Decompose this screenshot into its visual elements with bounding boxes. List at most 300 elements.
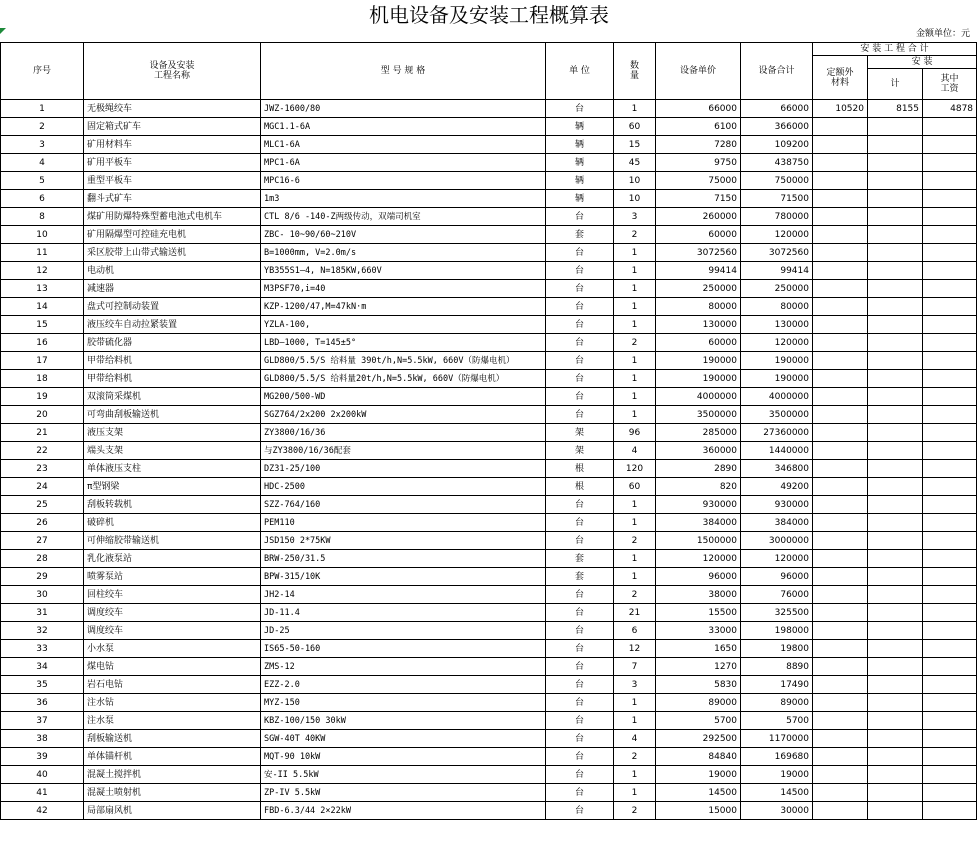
cell-qty[interactable]: 2 bbox=[614, 802, 656, 820]
cell-labor[interactable] bbox=[923, 226, 977, 244]
cell-unit-price[interactable]: 5700 bbox=[656, 712, 741, 730]
cell-spec[interactable]: BPW-315/10K bbox=[261, 568, 546, 586]
cell-name[interactable]: 电动机 bbox=[84, 262, 261, 280]
cell-name[interactable]: 胶带硫化器 bbox=[84, 334, 261, 352]
cell-index[interactable]: 32 bbox=[1, 622, 84, 640]
cell-index[interactable]: 35 bbox=[1, 676, 84, 694]
cell-spec[interactable]: MG200/500-WD bbox=[261, 388, 546, 406]
cell-index[interactable]: 17 bbox=[1, 352, 84, 370]
cell-name[interactable]: 减速器 bbox=[84, 280, 261, 298]
cell-total[interactable]: 198000 bbox=[741, 622, 813, 640]
cell-name[interactable]: 矿用材料车 bbox=[84, 136, 261, 154]
cell-extra-material[interactable] bbox=[813, 136, 868, 154]
cell-unit[interactable]: 台 bbox=[546, 316, 614, 334]
cell-unit[interactable]: 辆 bbox=[546, 190, 614, 208]
cell-name[interactable]: 回柱绞车 bbox=[84, 586, 261, 604]
cell-spec[interactable]: BRW-250/31.5 bbox=[261, 550, 546, 568]
cell-qty[interactable]: 2 bbox=[614, 586, 656, 604]
cell-subtotal[interactable] bbox=[868, 262, 923, 280]
cell-qty[interactable]: 1 bbox=[614, 280, 656, 298]
cell-index[interactable]: 34 bbox=[1, 658, 84, 676]
cell-total[interactable]: 96000 bbox=[741, 568, 813, 586]
cell-extra-material[interactable]: 10520 bbox=[813, 100, 868, 118]
cell-unit-price[interactable]: 250000 bbox=[656, 280, 741, 298]
cell-extra-material[interactable] bbox=[813, 370, 868, 388]
cell-spec[interactable]: MYZ-150 bbox=[261, 694, 546, 712]
cell-unit-price[interactable]: 360000 bbox=[656, 442, 741, 460]
cell-index[interactable]: 28 bbox=[1, 550, 84, 568]
cell-extra-material[interactable] bbox=[813, 712, 868, 730]
cell-unit-price[interactable]: 80000 bbox=[656, 298, 741, 316]
cell-name[interactable]: 无极绳绞车 bbox=[84, 100, 261, 118]
cell-extra-material[interactable] bbox=[813, 658, 868, 676]
cell-labor[interactable] bbox=[923, 694, 977, 712]
cell-total[interactable]: 438750 bbox=[741, 154, 813, 172]
cell-qty[interactable]: 1 bbox=[614, 298, 656, 316]
cell-unit[interactable]: 台 bbox=[546, 676, 614, 694]
cell-name[interactable]: 小水泵 bbox=[84, 640, 261, 658]
cell-labor[interactable] bbox=[923, 424, 977, 442]
cell-total[interactable]: 3500000 bbox=[741, 406, 813, 424]
cell-qty[interactable]: 1 bbox=[614, 568, 656, 586]
cell-qty[interactable]: 3 bbox=[614, 676, 656, 694]
cell-subtotal[interactable] bbox=[868, 568, 923, 586]
cell-index[interactable]: 30 bbox=[1, 586, 84, 604]
cell-qty[interactable]: 45 bbox=[614, 154, 656, 172]
cell-labor[interactable] bbox=[923, 748, 977, 766]
cell-spec[interactable]: ZBC- 10~90/60~210V bbox=[261, 226, 546, 244]
cell-labor[interactable] bbox=[923, 316, 977, 334]
cell-index[interactable]: 1 bbox=[1, 100, 84, 118]
cell-unit[interactable]: 台 bbox=[546, 100, 614, 118]
col-header-unit-price[interactable]: 设备单价 bbox=[656, 43, 741, 100]
cell-unit[interactable]: 台 bbox=[546, 802, 614, 820]
cell-extra-material[interactable] bbox=[813, 244, 868, 262]
cell-unit-price[interactable]: 1500000 bbox=[656, 532, 741, 550]
cell-subtotal[interactable] bbox=[868, 676, 923, 694]
cell-total[interactable]: 930000 bbox=[741, 496, 813, 514]
cell-subtotal[interactable] bbox=[868, 190, 923, 208]
cell-subtotal[interactable] bbox=[868, 550, 923, 568]
cell-unit[interactable]: 台 bbox=[546, 262, 614, 280]
cell-subtotal[interactable] bbox=[868, 298, 923, 316]
cell-spec[interactable]: KBZ-100/150 30kW bbox=[261, 712, 546, 730]
cell-spec[interactable]: MPC16-6 bbox=[261, 172, 546, 190]
cell-name[interactable]: 单体液压支柱 bbox=[84, 460, 261, 478]
cell-index[interactable]: 15 bbox=[1, 316, 84, 334]
cell-qty[interactable]: 2 bbox=[614, 334, 656, 352]
cell-qty[interactable]: 6 bbox=[614, 622, 656, 640]
cell-extra-material[interactable] bbox=[813, 748, 868, 766]
cell-qty[interactable]: 2 bbox=[614, 748, 656, 766]
cell-subtotal[interactable] bbox=[868, 442, 923, 460]
cell-labor[interactable] bbox=[923, 154, 977, 172]
cell-unit[interactable]: 台 bbox=[546, 532, 614, 550]
cell-name[interactable]: 单体锚杆机 bbox=[84, 748, 261, 766]
cell-total[interactable]: 8890 bbox=[741, 658, 813, 676]
cell-total[interactable]: 366000 bbox=[741, 118, 813, 136]
cell-name[interactable]: 甲带给料机 bbox=[84, 352, 261, 370]
cell-name[interactable]: 固定箱式矿车 bbox=[84, 118, 261, 136]
cell-extra-material[interactable] bbox=[813, 424, 868, 442]
cell-total[interactable]: 169680 bbox=[741, 748, 813, 766]
cell-spec[interactable]: FBD-6.3/44 2×22kW bbox=[261, 802, 546, 820]
cell-index[interactable]: 31 bbox=[1, 604, 84, 622]
cell-total[interactable]: 109200 bbox=[741, 136, 813, 154]
cell-name[interactable]: 乳化液泵站 bbox=[84, 550, 261, 568]
cell-name[interactable]: 调度绞车 bbox=[84, 604, 261, 622]
cell-index[interactable]: 11 bbox=[1, 244, 84, 262]
cell-extra-material[interactable] bbox=[813, 676, 868, 694]
cell-subtotal[interactable] bbox=[868, 496, 923, 514]
cell-name[interactable]: 重型平板车 bbox=[84, 172, 261, 190]
cell-subtotal[interactable] bbox=[868, 802, 923, 820]
cell-unit[interactable]: 套 bbox=[546, 550, 614, 568]
cell-index[interactable]: 2 bbox=[1, 118, 84, 136]
col-header-total[interactable]: 设备合计 bbox=[741, 43, 813, 100]
cell-unit[interactable]: 辆 bbox=[546, 136, 614, 154]
cell-total[interactable]: 49200 bbox=[741, 478, 813, 496]
cell-index[interactable]: 24 bbox=[1, 478, 84, 496]
cell-subtotal[interactable] bbox=[868, 424, 923, 442]
cell-total[interactable]: 346800 bbox=[741, 460, 813, 478]
cell-total[interactable]: 750000 bbox=[741, 172, 813, 190]
cell-unit[interactable]: 辆 bbox=[546, 118, 614, 136]
cell-extra-material[interactable] bbox=[813, 208, 868, 226]
cell-spec[interactable]: JWZ-1600/80 bbox=[261, 100, 546, 118]
cell-total[interactable]: 3000000 bbox=[741, 532, 813, 550]
cell-subtotal[interactable] bbox=[868, 244, 923, 262]
cell-qty[interactable]: 1 bbox=[614, 244, 656, 262]
cell-qty[interactable]: 1 bbox=[614, 496, 656, 514]
cell-subtotal[interactable] bbox=[868, 352, 923, 370]
cell-total[interactable]: 190000 bbox=[741, 352, 813, 370]
cell-spec[interactable]: JD-11.4 bbox=[261, 604, 546, 622]
cell-index[interactable]: 27 bbox=[1, 532, 84, 550]
cell-spec[interactable]: 1m3 bbox=[261, 190, 546, 208]
cell-unit[interactable]: 台 bbox=[546, 694, 614, 712]
cell-qty[interactable]: 21 bbox=[614, 604, 656, 622]
cell-subtotal[interactable] bbox=[868, 406, 923, 424]
cell-labor[interactable] bbox=[923, 442, 977, 460]
cell-labor[interactable] bbox=[923, 784, 977, 802]
cell-subtotal[interactable] bbox=[868, 370, 923, 388]
cell-name[interactable]: 矿用平板车 bbox=[84, 154, 261, 172]
cell-unit-price[interactable]: 75000 bbox=[656, 172, 741, 190]
cell-spec[interactable]: 安-II 5.5kW bbox=[261, 766, 546, 784]
cell-labor[interactable] bbox=[923, 550, 977, 568]
cell-unit[interactable]: 套 bbox=[546, 226, 614, 244]
cell-total[interactable]: 66000 bbox=[741, 100, 813, 118]
cell-total[interactable]: 190000 bbox=[741, 370, 813, 388]
cell-spec[interactable]: KZP-1200/47,M=47kN·m bbox=[261, 298, 546, 316]
cell-subtotal[interactable] bbox=[868, 118, 923, 136]
cell-name[interactable]: 可弯曲刮板输送机 bbox=[84, 406, 261, 424]
cell-qty[interactable]: 1 bbox=[614, 784, 656, 802]
cell-unit[interactable]: 台 bbox=[546, 496, 614, 514]
cell-spec[interactable]: LBD—1000, T=145±5° bbox=[261, 334, 546, 352]
cell-total[interactable]: 250000 bbox=[741, 280, 813, 298]
cell-total[interactable]: 120000 bbox=[741, 550, 813, 568]
cell-unit-price[interactable]: 260000 bbox=[656, 208, 741, 226]
cell-spec[interactable]: MGC1.1-6A bbox=[261, 118, 546, 136]
cell-unit[interactable]: 台 bbox=[546, 586, 614, 604]
cell-spec[interactable]: ZMS-12 bbox=[261, 658, 546, 676]
cell-unit[interactable]: 台 bbox=[546, 406, 614, 424]
cell-unit[interactable]: 台 bbox=[546, 712, 614, 730]
cell-labor[interactable] bbox=[923, 568, 977, 586]
cell-extra-material[interactable] bbox=[813, 442, 868, 460]
cell-spec[interactable]: JH2-14 bbox=[261, 586, 546, 604]
cell-labor[interactable] bbox=[923, 730, 977, 748]
cell-labor[interactable] bbox=[923, 370, 977, 388]
cell-name[interactable]: 破碎机 bbox=[84, 514, 261, 532]
cell-labor[interactable] bbox=[923, 478, 977, 496]
col-header-spec[interactable]: 型 号 规 格 bbox=[261, 43, 546, 100]
cell-spec[interactable]: IS65-50-160 bbox=[261, 640, 546, 658]
cell-labor[interactable] bbox=[923, 334, 977, 352]
cell-qty[interactable]: 4 bbox=[614, 730, 656, 748]
cell-unit-price[interactable]: 820 bbox=[656, 478, 741, 496]
cell-qty[interactable]: 2 bbox=[614, 226, 656, 244]
col-header-name[interactable] bbox=[84, 43, 261, 100]
cell-qty[interactable]: 1 bbox=[614, 406, 656, 424]
cell-name[interactable]: 双滚筒采煤机 bbox=[84, 388, 261, 406]
cell-labor[interactable] bbox=[923, 712, 977, 730]
cell-labor[interactable]: 4878 bbox=[923, 100, 977, 118]
cell-index[interactable]: 22 bbox=[1, 442, 84, 460]
cell-subtotal[interactable] bbox=[868, 604, 923, 622]
cell-spec[interactable]: YZLA-100, bbox=[261, 316, 546, 334]
cell-subtotal[interactable] bbox=[868, 478, 923, 496]
cell-name[interactable]: 采区胶带上山带式输送机 bbox=[84, 244, 261, 262]
cell-spec[interactable]: MQT-90 10kW bbox=[261, 748, 546, 766]
cell-unit-price[interactable]: 99414 bbox=[656, 262, 741, 280]
cell-extra-material[interactable] bbox=[813, 604, 868, 622]
cell-total[interactable]: 99414 bbox=[741, 262, 813, 280]
cell-labor[interactable] bbox=[923, 532, 977, 550]
cell-name[interactable]: 调度绞车 bbox=[84, 622, 261, 640]
cell-qty[interactable]: 1 bbox=[614, 316, 656, 334]
cell-index[interactable]: 37 bbox=[1, 712, 84, 730]
cell-unit[interactable]: 台 bbox=[546, 514, 614, 532]
cell-unit[interactable]: 台 bbox=[546, 640, 614, 658]
cell-unit[interactable]: 台 bbox=[546, 334, 614, 352]
cell-extra-material[interactable] bbox=[813, 262, 868, 280]
cell-labor[interactable] bbox=[923, 172, 977, 190]
cell-index[interactable]: 26 bbox=[1, 514, 84, 532]
cell-name[interactable]: 矿用隔爆型可控硅充电机 bbox=[84, 226, 261, 244]
col-header-qty[interactable] bbox=[614, 43, 656, 100]
cell-name[interactable]: 混凝土喷射机 bbox=[84, 784, 261, 802]
cell-name[interactable]: 煤电钻 bbox=[84, 658, 261, 676]
cell-unit[interactable]: 台 bbox=[546, 730, 614, 748]
cell-name[interactable]: 刮板转载机 bbox=[84, 496, 261, 514]
cell-index[interactable]: 29 bbox=[1, 568, 84, 586]
cell-qty[interactable]: 1 bbox=[614, 766, 656, 784]
cell-unit-price[interactable]: 4000000 bbox=[656, 388, 741, 406]
cell-subtotal[interactable] bbox=[868, 334, 923, 352]
cell-subtotal[interactable] bbox=[868, 136, 923, 154]
cell-extra-material[interactable] bbox=[813, 406, 868, 424]
cell-subtotal[interactable] bbox=[868, 748, 923, 766]
cell-spec[interactable]: DZ31-25/100 bbox=[261, 460, 546, 478]
cell-unit[interactable]: 根 bbox=[546, 478, 614, 496]
cell-index[interactable]: 12 bbox=[1, 262, 84, 280]
cell-unit-price[interactable]: 3500000 bbox=[656, 406, 741, 424]
cell-index[interactable]: 16 bbox=[1, 334, 84, 352]
col-header-unit[interactable]: 单 位 bbox=[546, 43, 614, 100]
cell-total[interactable]: 17490 bbox=[741, 676, 813, 694]
cell-spec[interactable]: SGW-40T 40KW bbox=[261, 730, 546, 748]
cell-extra-material[interactable] bbox=[813, 532, 868, 550]
cell-subtotal[interactable] bbox=[868, 658, 923, 676]
cell-index[interactable]: 13 bbox=[1, 280, 84, 298]
cell-labor[interactable] bbox=[923, 262, 977, 280]
cell-extra-material[interactable] bbox=[813, 352, 868, 370]
cell-index[interactable]: 21 bbox=[1, 424, 84, 442]
cell-subtotal[interactable] bbox=[868, 730, 923, 748]
cell-qty[interactable]: 1 bbox=[614, 514, 656, 532]
cell-total[interactable]: 19000 bbox=[741, 766, 813, 784]
cell-qty[interactable]: 1 bbox=[614, 388, 656, 406]
cell-total[interactable]: 4000000 bbox=[741, 388, 813, 406]
cell-total[interactable]: 130000 bbox=[741, 316, 813, 334]
cell-total[interactable]: 30000 bbox=[741, 802, 813, 820]
cell-spec[interactable]: ZP-IV 5.5kW bbox=[261, 784, 546, 802]
cell-qty[interactable]: 10 bbox=[614, 190, 656, 208]
cell-spec[interactable]: PEM110 bbox=[261, 514, 546, 532]
cell-unit-price[interactable]: 6100 bbox=[656, 118, 741, 136]
cell-name[interactable]: 煤矿用防爆特殊型蓄电池式电机车 bbox=[84, 208, 261, 226]
cell-spec[interactable]: SZZ-764/160 bbox=[261, 496, 546, 514]
cell-total[interactable]: 1170000 bbox=[741, 730, 813, 748]
cell-unit-price[interactable]: 60000 bbox=[656, 226, 741, 244]
cell-qty[interactable]: 1 bbox=[614, 370, 656, 388]
cell-total[interactable]: 325500 bbox=[741, 604, 813, 622]
cell-unit[interactable]: 台 bbox=[546, 622, 614, 640]
cell-labor[interactable] bbox=[923, 388, 977, 406]
cell-name[interactable]: 喷雾泵站 bbox=[84, 568, 261, 586]
cell-extra-material[interactable] bbox=[813, 280, 868, 298]
cell-extra-material[interactable] bbox=[813, 784, 868, 802]
cell-unit-price[interactable]: 5830 bbox=[656, 676, 741, 694]
cell-subtotal[interactable] bbox=[868, 586, 923, 604]
cell-labor[interactable] bbox=[923, 514, 977, 532]
cell-labor[interactable] bbox=[923, 190, 977, 208]
col-header-install-sub[interactable]: 安 装 bbox=[868, 56, 977, 69]
cell-extra-material[interactable] bbox=[813, 478, 868, 496]
cell-qty[interactable]: 60 bbox=[614, 478, 656, 496]
cell-subtotal[interactable] bbox=[868, 694, 923, 712]
cell-unit[interactable]: 台 bbox=[546, 766, 614, 784]
cell-spec[interactable]: ZY3800/16/36 bbox=[261, 424, 546, 442]
cell-unit[interactable]: 台 bbox=[546, 658, 614, 676]
cell-labor[interactable] bbox=[923, 586, 977, 604]
cell-unit[interactable]: 套 bbox=[546, 568, 614, 586]
cell-spec[interactable]: 与ZY3800/16/36配套 bbox=[261, 442, 546, 460]
cell-name[interactable]: 翻斗式矿车 bbox=[84, 190, 261, 208]
cell-unit-price[interactable]: 930000 bbox=[656, 496, 741, 514]
cell-unit-price[interactable]: 1650 bbox=[656, 640, 741, 658]
cell-unit-price[interactable]: 9750 bbox=[656, 154, 741, 172]
cell-extra-material[interactable] bbox=[813, 694, 868, 712]
cell-unit[interactable]: 架 bbox=[546, 424, 614, 442]
cell-subtotal[interactable] bbox=[868, 532, 923, 550]
cell-unit-price[interactable]: 130000 bbox=[656, 316, 741, 334]
cell-spec[interactable]: HDC-2500 bbox=[261, 478, 546, 496]
cell-index[interactable]: 36 bbox=[1, 694, 84, 712]
cell-unit-price[interactable]: 2890 bbox=[656, 460, 741, 478]
cell-spec[interactable]: CTL 8/6 -140-Z两级传动，双端司机室 bbox=[261, 208, 546, 226]
cell-qty[interactable]: 2 bbox=[614, 532, 656, 550]
cell-subtotal[interactable] bbox=[868, 640, 923, 658]
cell-name[interactable]: 岩石电钻 bbox=[84, 676, 261, 694]
cell-unit[interactable]: 根 bbox=[546, 460, 614, 478]
cell-subtotal[interactable] bbox=[868, 154, 923, 172]
cell-labor[interactable] bbox=[923, 118, 977, 136]
cell-name[interactable]: 盘式可控制动装置 bbox=[84, 298, 261, 316]
cell-unit[interactable]: 台 bbox=[546, 388, 614, 406]
cell-unit[interactable]: 台 bbox=[546, 244, 614, 262]
cell-unit[interactable]: 台 bbox=[546, 748, 614, 766]
cell-subtotal[interactable]: 8155 bbox=[868, 100, 923, 118]
cell-qty[interactable]: 1 bbox=[614, 100, 656, 118]
cell-unit-price[interactable]: 15000 bbox=[656, 802, 741, 820]
cell-index[interactable]: 40 bbox=[1, 766, 84, 784]
cell-spec[interactable]: EZZ-2.0 bbox=[261, 676, 546, 694]
cell-extra-material[interactable] bbox=[813, 298, 868, 316]
cell-qty[interactable]: 1 bbox=[614, 694, 656, 712]
cell-subtotal[interactable] bbox=[868, 226, 923, 244]
cell-unit[interactable]: 台 bbox=[546, 604, 614, 622]
cell-total[interactable]: 27360000 bbox=[741, 424, 813, 442]
cell-name[interactable]: 混凝土搅拌机 bbox=[84, 766, 261, 784]
cell-extra-material[interactable] bbox=[813, 802, 868, 820]
cell-unit[interactable]: 台 bbox=[546, 208, 614, 226]
cell-index[interactable]: 20 bbox=[1, 406, 84, 424]
cell-unit-price[interactable]: 3072560 bbox=[656, 244, 741, 262]
cell-labor[interactable] bbox=[923, 406, 977, 424]
col-header-index[interactable]: 序号 bbox=[1, 43, 84, 100]
cell-extra-material[interactable] bbox=[813, 640, 868, 658]
cell-extra-material[interactable] bbox=[813, 172, 868, 190]
cell-spec[interactable]: GLD800/5.5/S 给料量20t/h,N=5.5kW, 660V（防爆电机） bbox=[261, 370, 546, 388]
cell-total[interactable]: 80000 bbox=[741, 298, 813, 316]
cell-labor[interactable] bbox=[923, 604, 977, 622]
cell-spec[interactable]: YB355S1—4, N=185KW,660V bbox=[261, 262, 546, 280]
cell-index[interactable]: 25 bbox=[1, 496, 84, 514]
cell-extra-material[interactable] bbox=[813, 226, 868, 244]
cell-labor[interactable] bbox=[923, 460, 977, 478]
cell-index[interactable]: 39 bbox=[1, 748, 84, 766]
cell-qty[interactable]: 96 bbox=[614, 424, 656, 442]
col-header-labor[interactable] bbox=[923, 69, 977, 100]
cell-labor[interactable] bbox=[923, 802, 977, 820]
cell-unit-price[interactable]: 38000 bbox=[656, 586, 741, 604]
cell-name[interactable]: 液压支架 bbox=[84, 424, 261, 442]
cell-name[interactable]: 液压绞车自动拉紧装置 bbox=[84, 316, 261, 334]
cell-spec[interactable]: SGZ764/2x200 2x200kW bbox=[261, 406, 546, 424]
cell-unit-price[interactable]: 66000 bbox=[656, 100, 741, 118]
cell-unit[interactable]: 架 bbox=[546, 442, 614, 460]
cell-name[interactable]: 端头支架 bbox=[84, 442, 261, 460]
cell-labor[interactable] bbox=[923, 496, 977, 514]
cell-qty[interactable]: 1 bbox=[614, 712, 656, 730]
cell-unit-price[interactable]: 60000 bbox=[656, 334, 741, 352]
cell-extra-material[interactable] bbox=[813, 550, 868, 568]
cell-spec[interactable]: B=1000mm, V=2.0m/s bbox=[261, 244, 546, 262]
